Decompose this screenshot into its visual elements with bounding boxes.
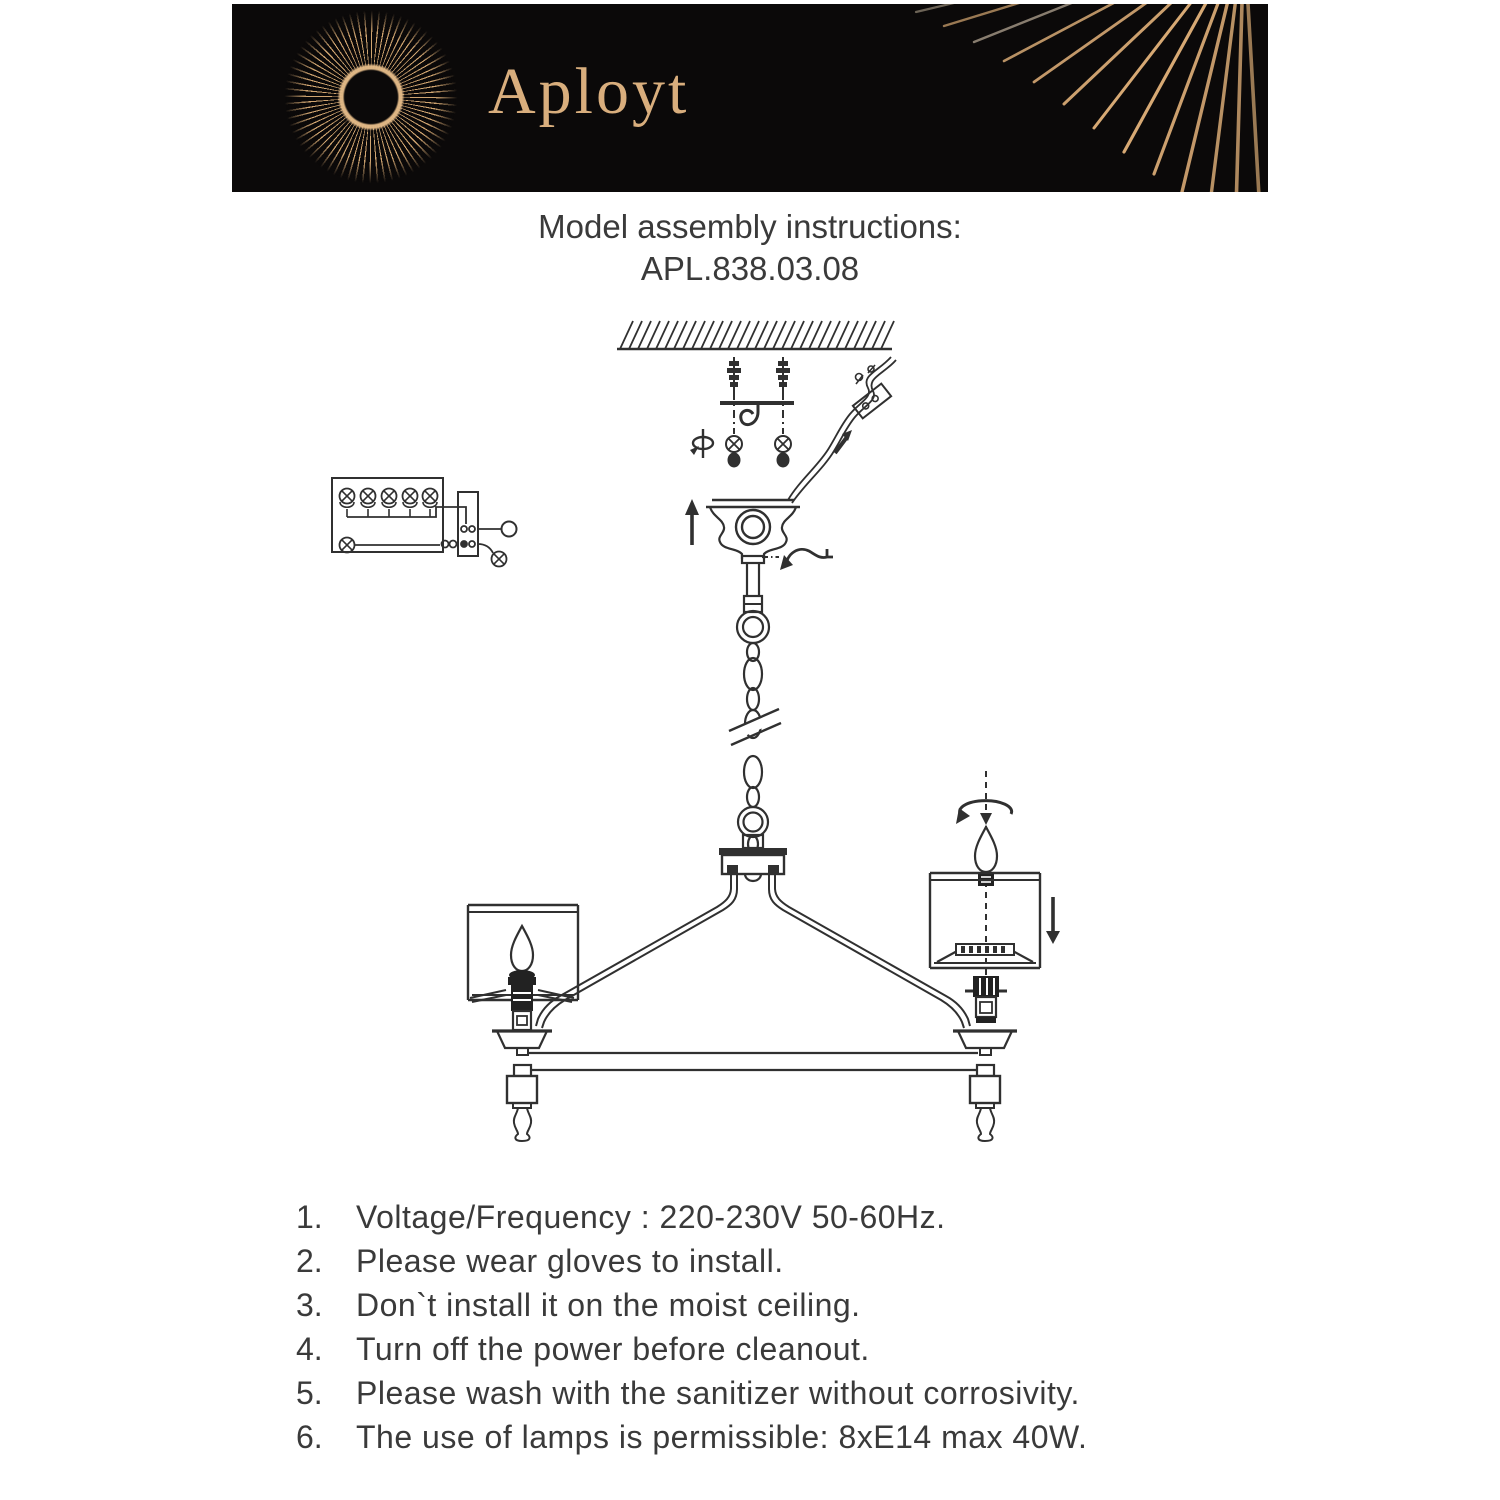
power-cord-icon — [788, 357, 896, 503]
lamp-symbol — [340, 489, 438, 518]
title-line: Model assembly instructions: — [538, 208, 962, 245]
ground-symbol — [502, 522, 517, 537]
list-item — [296, 1373, 1087, 1417]
item-number: 6. — [296, 1419, 323, 1455]
item-text: The use of lamps is permissible: 8xE14 max 40W. — [356, 1419, 1088, 1455]
brand-wordmark: Aployt — [488, 55, 690, 128]
left-lamp-assembled — [468, 905, 578, 1141]
mounting-screw-right-icon — [775, 357, 791, 468]
twist-arrow-icon — [762, 549, 833, 570]
item-number: 2. — [296, 1243, 323, 1279]
lamp-arm-right-icon — [769, 874, 970, 1028]
down-arrow-icon — [1046, 897, 1060, 944]
hanging-hook-icon — [741, 403, 758, 425]
arm-block-right — [970, 1076, 1000, 1103]
canopy-icon — [706, 500, 800, 563]
instruction-list — [296, 1197, 1087, 1461]
socket-right-icon — [965, 976, 1007, 1023]
candle-bulb-left-icon — [511, 926, 533, 971]
candle-bulb-right-icon — [975, 827, 997, 872]
up-arrow-icon — [685, 499, 699, 545]
item-number: 3. — [296, 1287, 323, 1323]
list-item — [296, 1417, 1087, 1461]
hanging-rod-icon — [744, 563, 762, 612]
arm-block-left — [507, 1076, 537, 1103]
list-item — [296, 1285, 1087, 1329]
list-item — [296, 1329, 1087, 1373]
finial-left-icon — [513, 1103, 531, 1141]
screw-in-arrow-icon — [956, 801, 1012, 825]
finial-right-icon — [976, 1103, 994, 1141]
connecting-bar-icon — [528, 1053, 978, 1070]
item-text: Turn off the power before cleanout. — [356, 1331, 870, 1367]
model-number: APL.838.03.08 — [640, 250, 860, 287]
socket-left-icon — [508, 970, 536, 1011]
rotate-symbol-icon — [690, 429, 713, 458]
item-number: 4. — [296, 1331, 323, 1367]
candle-sleeve-left — [513, 1011, 531, 1030]
item-text: Please wear gloves to install. — [356, 1243, 784, 1279]
item-number: 5. — [296, 1375, 323, 1411]
ceiling-hatch-icon — [617, 321, 894, 349]
bobeche-right-icon — [953, 1031, 1017, 1048]
item-text: Voltage/Frequency : 220-230V 50-60Hz. — [356, 1199, 946, 1235]
item-text: Don`t install it on the moist ceiling. — [356, 1287, 861, 1323]
chandelier-hub-icon — [719, 835, 787, 881]
item-text: Please wash with the sanitizer without corrosivity. — [356, 1375, 1080, 1411]
lamp-arm-left-icon — [536, 874, 737, 1028]
wiring-schematic-icon — [332, 478, 517, 567]
item-number: 1. — [296, 1199, 323, 1235]
list-item — [296, 1197, 1087, 1241]
list-item — [296, 1241, 1087, 1285]
bobeche-left-icon — [492, 1031, 552, 1048]
chain-icon — [728, 611, 782, 852]
lamp-symbol-out — [492, 552, 507, 567]
right-lamp-exploded — [930, 771, 1060, 1141]
mounting-screw-left-icon — [726, 357, 742, 468]
